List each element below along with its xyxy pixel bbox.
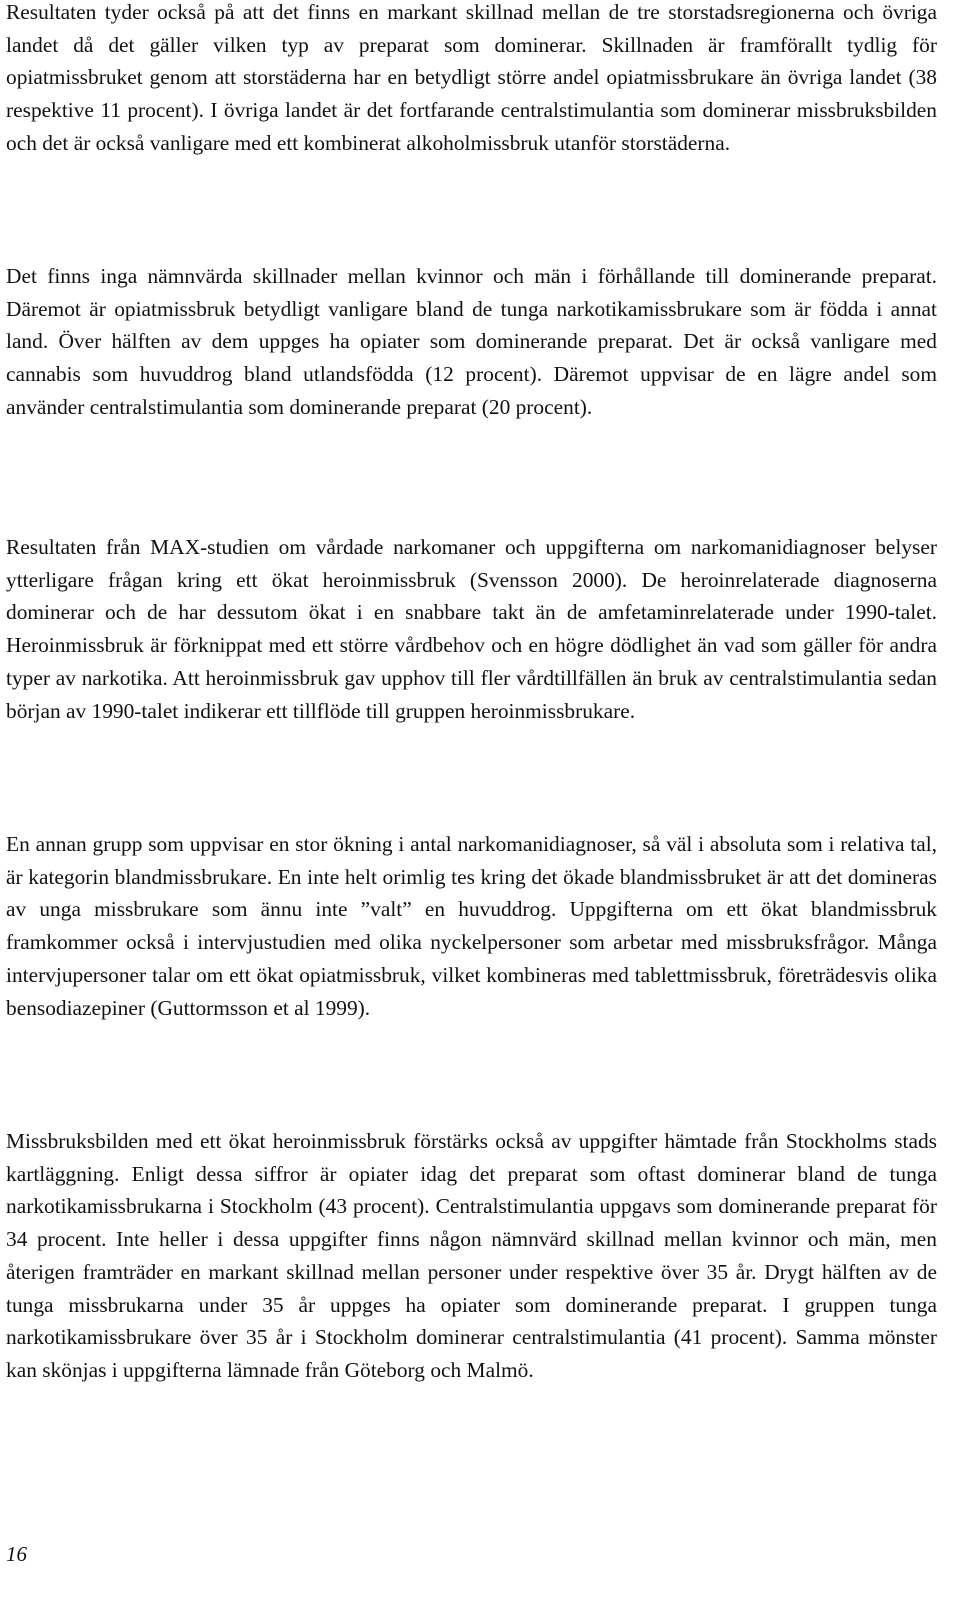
- paragraph-max-study: Resultaten från MAX-studien om vårdade narkomaner och uppgifterna om narkomanidiagnoser belyser ytterligare frågan kring ett ökat heroinmissbruk (Svensson 2000). De heroinrelaterade diagnoserna dominerar och de har dessutom ökat i en snabbare takt än de amfetaminrelaterade under 1990-talet. Heroinmissbruk är förknippat med ett större vårdbehov och en högre dödlighet än vad som gäller för andra typer av narkotika. Att heroinmissbruk gav upphov till fler vårdtillfällen än bruk av centralstimulantia sedan början av 1990-talet indikerar ett tillflöde till gruppen heroinmissbrukare.: [6, 535, 937, 723]
- paragraph-mixed-abuse: En annan grupp som uppvisar en stor ökning i antal narkomanidiagnoser, så väl i absoluta som i relativa tal, är kategorin blandmissbrukare. En inte helt orimlig tes kring det ökade blandmissbruket är att det domineras av unga missbrukare som ännu inte ”valt” en huvuddrog. Uppgifterna om ett ökat blandmissbruk framkommer också i intervjustudien med olika nyckelpersoner som arbetar med missbruksfrågor. Många intervjupersoner talar om ett ökat opiatmissbruk, vilket kombineras med tablettmissbruk, företrädesvis olika bensodiazepiner (Guttormsson et al 1999).: [6, 832, 937, 1020]
- paragraph-gender-and-origin: Det finns inga nämnvärda skillnader mellan kvinnor och män i förhållande till dominerande preparat. Däremot är opiatmissbruk betydligt vanligare bland de tunga narkotikamissbrukare som är födda i annat land. Över hälften av dem uppges ha opiater som dominerande preparat. Det är också vanligare med cannabis som huvuddrog bland utlandsfödda (12 procent). Däremot uppvisar de en lägre andel som använder centralstimulantia som dominerande preparat (20 procent).: [6, 264, 937, 419]
- paragraph-stockholm-survey: Missbruksbilden med ett ökat heroinmissbruk förstärks också av uppgifter hämtade från Stockholms stads kartläggning. Enligt dessa siffror är opiater idag det preparat som oftast dominerar bland de tunga narkotikamissbrukarna i Stockholm (43 procent). Centralstimulantia uppgavs som dominerande preparat för 34 procent. Inte heller i dessa uppgifter finns någon nämnvärd skillnad mellan kvinnor och män, men återigen framträder en markant skillnad mellan personer under respektive över 35 år. Drygt hälften av de tunga missbrukarna under 35 år uppges ha opiater som dominerande preparat. I gruppen tunga narkotikamissbrukare över 35 år i Stockholm dominerar centralstimulantia (41 procent). Samma mönster kan skönjas i uppgifterna lämnade från Göteborg och Malmö.: [6, 1129, 937, 1382]
- paragraph-regional-differences: Resultaten tyder också på att det finns en markant skillnad mellan de tre storstadsregionerna och övriga landet då det gäller vilken typ av preparat som dominerar. Skillnaden är framförallt tydlig för opiatmissbruket genom att storstäderna har en betydligt större andel opiatmissbrukare än övriga landet (38 respektive 11 procent). I övriga landet är det fortfarande centralstimulantia som dominerar missbruksbilden och det är också vanligare med ett kombinerat alkoholmissbruk utanför storstäderna.: [6, 0, 937, 155]
- page-number: 16: [6, 1542, 27, 1566]
